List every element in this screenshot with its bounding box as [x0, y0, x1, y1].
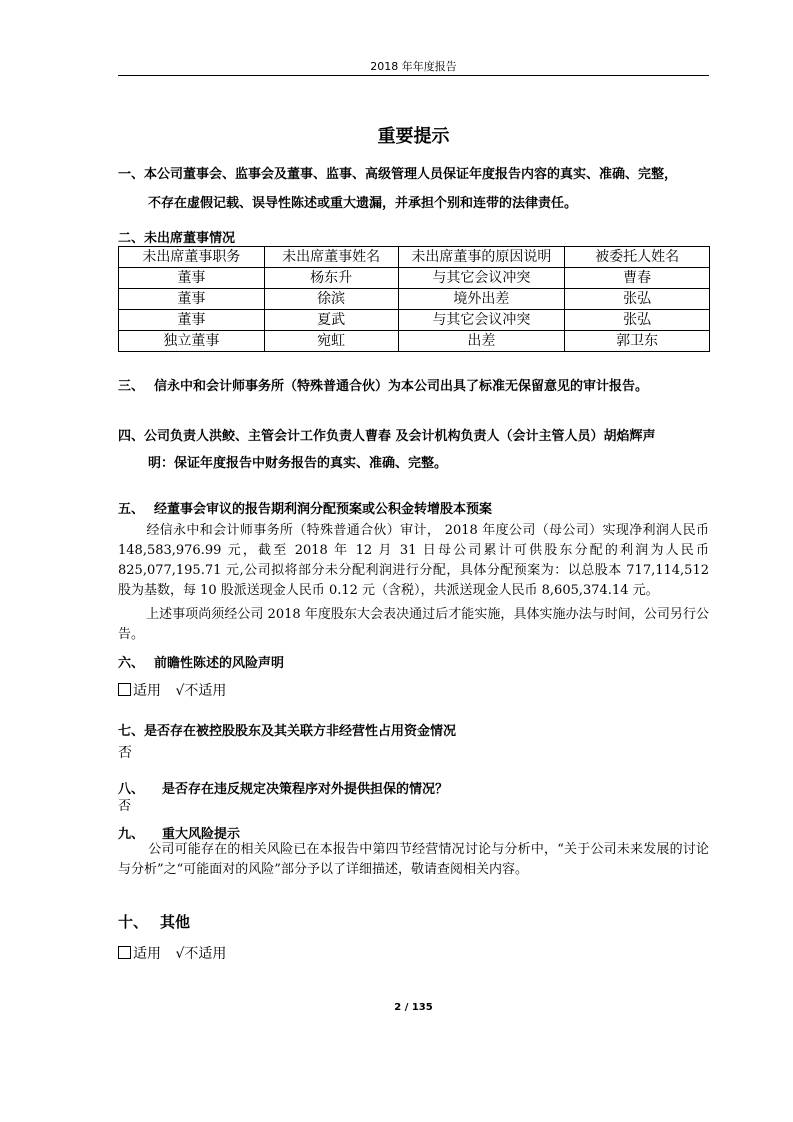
table-cell: 董事 [119, 310, 265, 331]
table-cell: 张弘 [565, 289, 710, 310]
section-10-options [118, 943, 226, 963]
section-2-heading [118, 227, 235, 246]
section-7-title: 是否存在被控股股东及其关联方非经营性占用资金情况 [144, 724, 457, 739]
option-not-applicable: √不适用 [175, 683, 227, 699]
table-cell: 杨东升 [264, 268, 398, 289]
table-cell: 曹春 [565, 268, 710, 289]
table-row [119, 310, 710, 331]
section-6-options [118, 680, 226, 700]
table-cell: 徐滨 [264, 289, 398, 310]
section-7-number: 七、 [118, 724, 145, 739]
table-cell: 张弘 [565, 310, 710, 331]
section-10-title: 其他 [160, 913, 191, 931]
section-1-number: 一、 [118, 167, 145, 182]
table-cell: 董事 [119, 289, 265, 310]
table-header-row [119, 247, 710, 268]
option-applicable: 适用 [133, 683, 161, 699]
empty-checkbox-icon [118, 946, 131, 959]
running-header: 2018 年年度报告 [370, 60, 457, 73]
section-8-number: 八、 [118, 782, 145, 797]
table-header-cell: 未出席董事的原因说明 [398, 247, 565, 268]
table-cell: 郭卫东 [565, 331, 710, 352]
absent-directors-table [118, 246, 710, 352]
empty-checkbox-icon [118, 683, 131, 696]
table-cell: 与其它会议冲突 [398, 268, 565, 289]
section-3-heading [118, 375, 648, 394]
section-9-title: 重大风险提示 [162, 827, 241, 842]
section-5-title: 经董事会审议的报告期利润分配预案或公积金转增股本预案 [154, 502, 493, 517]
option-not-applicable: √不适用 [175, 946, 227, 962]
section-5-number: 五、 [118, 502, 145, 517]
section-4-number: 四、 [118, 429, 145, 444]
section-3-text: 信永中和会计师事务所（特殊普通合伙）为本公司出具了标准无保留意见的审计报告。 [154, 379, 649, 394]
section-4-heading [118, 425, 656, 444]
table-row [119, 268, 710, 289]
table-cell: 与其它会议冲突 [398, 310, 565, 331]
section-9-paragraph-text: 公司可能存在的相关风险已在本报告中第四节经营情况讨论与分析中，“关于公司未来发展的讨论与分析”之“可能面对的风险”部分予以了详细描述，敬请查阅相关内容。 [118, 842, 709, 877]
table-cell: 独立董事 [119, 331, 265, 352]
table-row [119, 331, 710, 352]
section-5-paragraph-1-text: 经信永中和会计师事务所（特殊普通合伙）审计， 2018 年度公司（母公司）实现净利润人民币 148,583,976.99 元，截至 2018 年 12 月 31 日母公司累计可供股东分配的利润为人民币 825,077,195.71 元,公司拟将部分未分配利润进行分配，具体分配预案为：以总股本 717,114,512 股为基数，每 10 股派送现金人民币 0.12 元（含税），共派送现金人民币 8,605,374.14 元。 [118, 523, 709, 598]
section-1-line1: 本公司董事会、监事会及董事、监事、高级管理人员保证年度报告内容的真实、准确、完整， [144, 167, 678, 182]
section-8-title: 是否存在违反规定决策程序对外提供担保的情况？ [162, 782, 449, 797]
section-6-number: 六、 [118, 656, 145, 671]
section-9-paragraph [118, 840, 709, 880]
table-cell: 出差 [398, 331, 565, 352]
table-cell: 夏武 [264, 310, 398, 331]
section-8-answer: 否 [118, 799, 132, 814]
page-number: 2 / 135 [394, 1002, 433, 1013]
section-5-paragraph-2 [118, 605, 709, 645]
section-6-title: 前瞻性陈述的风险声明 [154, 656, 285, 671]
section-5-heading [118, 498, 492, 517]
section-10-heading [118, 911, 190, 932]
section-5-paragraph-1 [118, 521, 709, 601]
section-6-heading [118, 652, 284, 671]
section-7-answer: 否 [118, 745, 132, 761]
table-header-cell: 被委托人姓名 [565, 247, 710, 268]
section-4-line2: 明：保证年度报告中财务报告的真实、准确、完整。 [148, 456, 448, 471]
table-cell: 宛虹 [264, 331, 398, 352]
option-applicable: 适用 [133, 946, 161, 962]
table-row [119, 289, 710, 310]
section-2-title: 未出席董事情况 [144, 231, 236, 246]
section-1-heading [118, 163, 677, 182]
table-cell: 境外出差 [398, 289, 565, 310]
table-cell: 董事 [119, 268, 265, 289]
table-header-cell: 未出席董事职务 [119, 247, 265, 268]
section-7-heading [118, 720, 456, 739]
section-2-number: 二、 [118, 231, 145, 246]
section-1-line2: 不存在虚假记载、误导性陈述或重大遗漏，并承担个别和连带的法律责任。 [148, 196, 578, 211]
header-divider [118, 75, 709, 76]
section-8-heading [118, 778, 448, 797]
section-10-number: 十、 [118, 913, 149, 931]
section-4-line1: 公司负责人洪鲛、主管会计工作负责人曹春 及会计机构负责人（会计主管人员）胡焰辉声 [144, 429, 656, 444]
page-title: 重要提示 [377, 126, 450, 147]
table-header-cell: 未出席董事姓名 [264, 247, 398, 268]
section-3-number: 三、 [118, 379, 145, 394]
section-9-number: 九、 [118, 827, 145, 842]
section-5-paragraph-2-text: 上述事项尚须经公司 2018 年度股东大会表决通过后才能实施，具体实施办法与时间，公司另行公告。 [118, 607, 709, 642]
